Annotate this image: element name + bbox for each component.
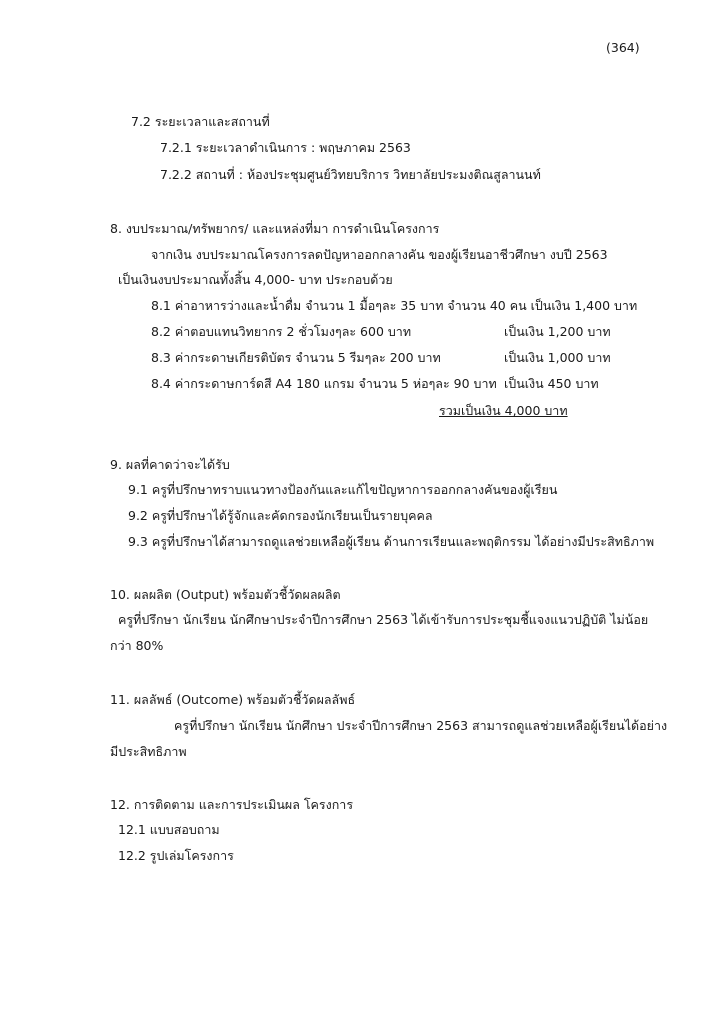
budget-item-8-2: 8.2 ค่าตอบแทนวิทยากร 2 ชั่วโมงๆละ 600 บาท — [151, 324, 412, 339]
section-9-1-item: 9.1 ครูที่ปรึกษาทราบแนวทางป้องกันและแก้ไขปัญหาการออกกลางคันของผู้เรียน — [128, 482, 558, 497]
section-9-heading: 9. ผลที่คาดว่าจะได้รับ — [110, 457, 230, 472]
section-7-2-heading: 7.2 ระยะเวลาและสถานที่ — [131, 114, 270, 129]
section-11-line-1: ครูที่ปรึกษา นักเรียน นักศึกษา ประจำปีการศึกษา 2563 สามารถดูแลช่วยเหลือผู้เรียนได้อย่าง — [174, 718, 668, 733]
budget-item-8-1: 8.1 ค่าอาหารว่างและน้ำดื่ม จำนวน 1 มื้อๆละ 35 บาท จำนวน 40 คน เป็นเงิน 1,400 บาท — [151, 298, 638, 313]
section-7-2-1-item: 7.2.1 ระยะเวลาดำเนินการ : พฤษภาคม 2563 — [160, 140, 411, 155]
section-12-heading: 12. การติดตาม และการประเมินผล โครงการ — [110, 797, 354, 812]
budget-item-8-3-amount: เป็นเงิน 1,000 บาท — [504, 350, 611, 365]
budget-total: รวมเป็นเงิน 4,000 บาท — [439, 403, 568, 418]
section-10-line-2: กว่า 80% — [110, 638, 164, 653]
budget-item-8-3: 8.3 ค่ากระดาษเกียรติบัตร จำนวน 5 รีมๆละ 200 บาท — [151, 350, 441, 365]
section-11-heading: 11. ผลลัพธ์ (Outcome) พร้อมตัวชี้วัดผลลัพธ์ — [110, 692, 356, 707]
section-7-2-2-item: 7.2.2 สถานที่ : ห้องประชุมศูนย์วิทยบริการ วิทยาลัยประมงติณสูลานนท์ — [160, 167, 541, 182]
section-9-2-item: 9.2 ครูที่ปรึกษาได้รู้จักและคัดกรองนักเรียนเป็นรายบุคคล — [128, 508, 433, 523]
section-10-heading: 10. ผลผลิต (Output) พร้อมตัวชี้วัดผลผลิต — [110, 587, 341, 602]
budget-item-8-4-amount: เป็นเงิน 450 บาท — [504, 376, 599, 391]
budget-item-8-4: 8.4 ค่ากระดาษการ์ดสี A4 180 แกรม จำนวน 5 ห่อๆละ 90 บาท — [151, 376, 497, 391]
section-11-line-2: มีประสิทธิภาพ — [110, 744, 187, 759]
section-9-3-item: 9.3 ครูที่ปรึกษาได้สามารถดูแลช่วยเหลือผู้เรียน ด้านการเรียนและพฤติกรรม ได้อย่างมีประสิทธิภาพ — [128, 534, 655, 549]
section-10-line-1: ครูที่ปรึกษา นักเรียน นักศึกษาประจำปีการศึกษา 2563 ได้เข้ารับการประชุมชี้แจงแนวปฏิบัติ ไม่น้อย — [118, 612, 649, 627]
page-number: (364) — [606, 40, 640, 55]
section-8-intro-line-2: เป็นเงินงบประมาณทั้งสิ้น 4,000- บาท ประกอบด้วย — [118, 272, 393, 287]
budget-item-8-2-amount: เป็นเงิน 1,200 บาท — [504, 324, 611, 339]
section-8-heading: 8. งบประมาณ/ทรัพยากร/ และแหล่งที่มา การดำเนินโครงการ — [110, 221, 440, 236]
section-8-intro-line-1: จากเงิน งบประมาณโครงการลดปัญหาออกกลางคัน ของผู้เรียนอาชีวศึกษา งบปี 2563 — [151, 247, 608, 262]
section-12-2-item: 12.2 รูปเล่มโครงการ — [118, 848, 234, 863]
section-12-1-item: 12.1 แบบสอบถาม — [118, 822, 220, 837]
